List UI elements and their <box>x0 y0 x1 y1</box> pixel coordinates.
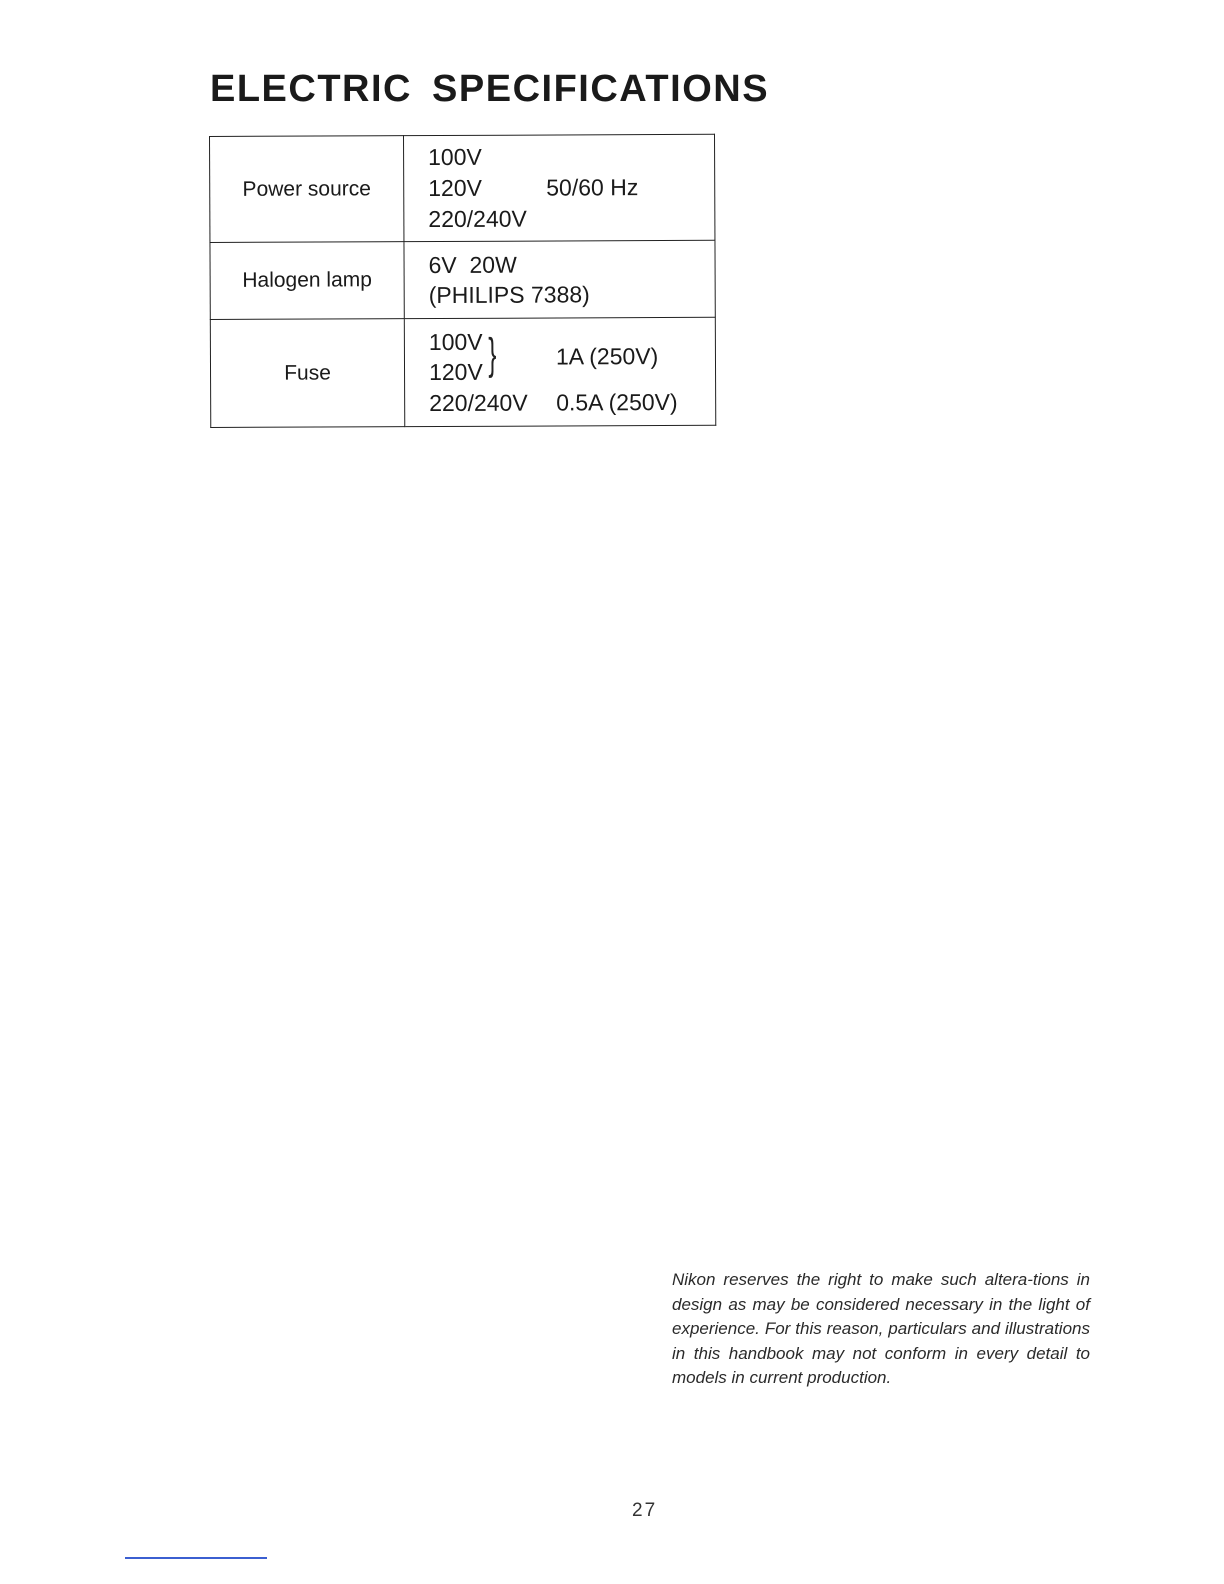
fuse-100v: 100V <box>428 328 483 356</box>
page-title: ELECTRIC SPECIFICATIONS <box>210 68 770 110</box>
power-source-120v: 120V <box>428 174 483 202</box>
bottom-divider <box>125 1557 267 1559</box>
fuse-values <box>404 317 715 426</box>
fuse-label: Fuse <box>210 319 404 428</box>
disclaimer-notice: Nikon reserves the right to make such altera-tions in design as may be considered necessary in the light of experience. For this reason, particulars and illustrations in this handbook may not conform in every detail to models in current production. <box>672 1270 1090 1387</box>
halogen-lamp-values <box>404 240 715 318</box>
power-source-frequency: 50/60 Hz <box>546 174 639 201</box>
fuse-120v: 120V <box>428 358 483 386</box>
fuse-rating-1a: 1A (250V) <box>555 343 659 370</box>
page-number: 27 <box>632 1500 658 1521</box>
power-source-label: Power source <box>210 136 404 243</box>
halogen-lamp-rating: 6V 20W <box>428 251 517 279</box>
power-source-220-240v: 220/240V <box>428 205 527 233</box>
electric-specifications-table <box>209 134 716 428</box>
table-row <box>210 240 715 319</box>
fuse-220-240v: 220/240V <box>429 389 528 417</box>
power-source-100v: 100V <box>428 143 482 171</box>
power-source-values <box>404 134 715 241</box>
fuse-rating-0-5a: 0.5A (250V) <box>556 388 678 416</box>
right-brace-icon: } <box>488 329 497 379</box>
table-row <box>210 317 715 427</box>
halogen-lamp-label: Halogen lamp <box>210 242 404 320</box>
table-row <box>210 134 715 242</box>
halogen-lamp-model: (PHILIPS 7388) <box>428 281 590 309</box>
